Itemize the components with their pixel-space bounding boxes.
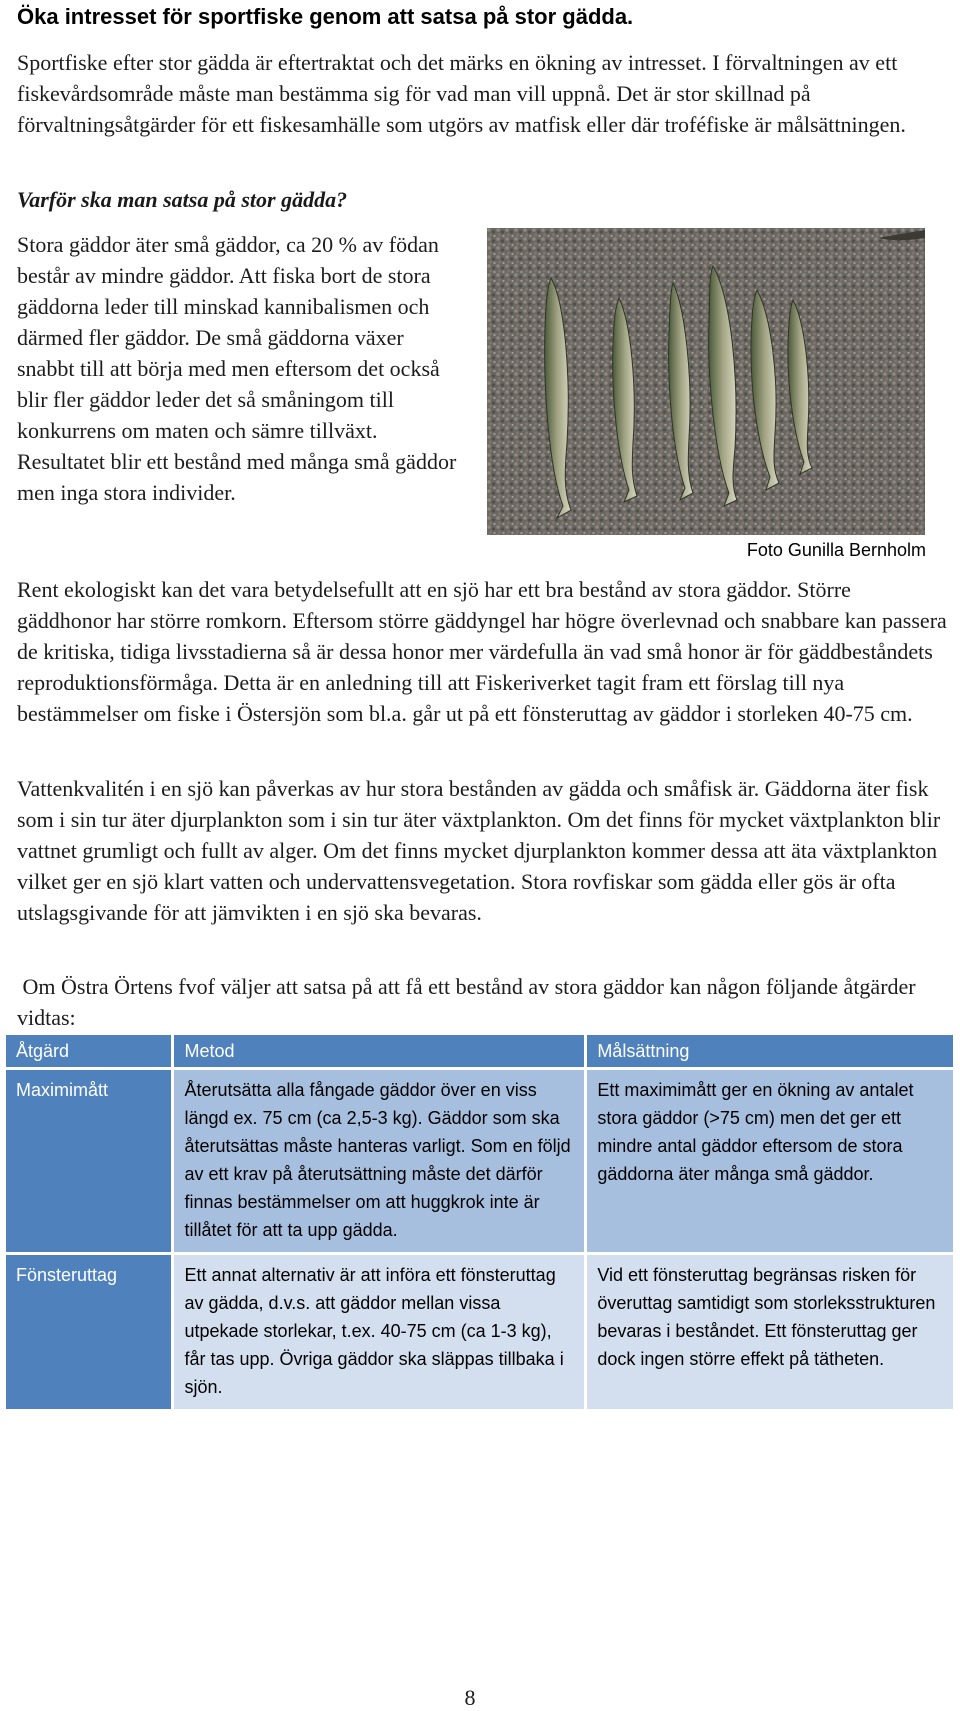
row-method: Återutsätta alla fångade gäddor över en viss längd ex. 75 cm (ca 2,5-3 kg). Gäddor som ska återutsättas måste hanteras varligt. Som en följd av ett krav på återutsättning måste det därför finnas bestämmelser om att huggkrok inte är tillåtet för att ta upp gädda. <box>174 1070 587 1255</box>
row-goal: Ett maximimått ger en ökning av antalet stora gäddor (>75 cm) men det ger ett mindre antal gäddor eftersom de stora gäddorna äter många små gäddor. <box>587 1070 953 1255</box>
table-header-row <box>6 1035 953 1070</box>
row-method: Ett annat alternativ är att införa ett fönsteruttag av gädda, d.v.s. att gäddor mellan vissa utpekade storlekar, t.ex. 40-75 cm (ca 1-3 kg), får tas upp. Övriga gäddor ska släppas tillbaka i sjön. <box>174 1255 587 1412</box>
page-heading: Öka intresset för sportfiske genom att satsa på stor gädda. <box>17 4 634 29</box>
header-goal: Målsättning <box>587 1035 953 1070</box>
photo-caption: Foto Gunilla Bernholm <box>746 540 926 560</box>
page-number: 8 <box>464 1685 476 1710</box>
header-method: Metod <box>174 1035 587 1070</box>
pike-photo <box>487 228 925 535</box>
row-measure: Maximimått <box>6 1070 174 1255</box>
table-row <box>6 1255 953 1412</box>
row-goal: Vid ett fönsteruttag begränsas risken för överuttag samtidigt som storleksstrukturen bevaras i beståndet. Ett fönsteruttag ger dock ingen större effekt på tätheten. <box>587 1255 953 1412</box>
intro-paragraph: Sportfiske efter stor gädda är eftertraktat och det märks en ökning av intresset. I förvaltningen av ett fiskevårdsområde måste man bestämma sig för vad man vill uppnå. Det är stor skillnad på förvaltningsåtgärder för ett fiskesamhälle som utgörs av matfisk eller där troféfiske är målsättningen. <box>17 50 906 137</box>
side-paragraph: Stora gäddor äter små gäddor, ca 20 % av födan består av mindre gäddor. Att fiska bort de stora gäddorna leder till minskad kannibalismen och därmed fler gäddor. De små gäddorna växer snabbt till att börja med men eftersom det också blir fler gäddor leder det så småningom till konkurrens om maten och sämre tillväxt. Resultatet blir ett bestånd med många små gäddor men inga stora individer. <box>17 232 457 505</box>
section-subheading: Varför ska man satsa på stor gädda? <box>17 187 348 212</box>
water-quality-paragraph: Vattenkvalitén i en sjö kan påverkas av hur stora bestånden av gädda och småfisk är. Gäddorna äter fisk som i sin tur äter djurplankton som i sin tur äter växtplankton. Om det finns för mycket växtplankton blir vattnet grumligt och fullt av alger. Om det finns mycket djurplankton kommer dessa att äta växtplankton vilket ger en sjö klart vatten och undervattensvegetation. Stora rovfiskar som gädda eller gös är ofta utslagsgivande för att jämvikten i en sjö ska bevaras. <box>17 776 941 925</box>
ecology-paragraph: Rent ekologiskt kan det vara betydelsefullt att en sjö har ett bra bestånd av stora gäddor. Större gäddhonor har större romkorn. Eftersom större gäddyngel har högre överlevnad och snabbare kan passera de kritiska, tidiga livsstadierna så är dessa honor mer värdefulla än vad små honor är för gäddbeståndets reproduktionsförmåga. Detta är en anledning till att Fiskeriverket tagit fram ett förslag till nya bestämmelser om fiske i Östersjön som bl.a. går ut på ett fönsteruttag av gäddor i storleken 40-75 cm. <box>17 577 947 726</box>
header-measure: Åtgärd <box>6 1035 174 1070</box>
measures-table <box>6 1035 953 1412</box>
table-intro-paragraph: Om Östra Örtens fvof väljer att satsa på att få ett bestånd av stora gäddor kan någon följande åtgärder vidtas: <box>17 974 922 1030</box>
row-measure: Fönsteruttag <box>6 1255 174 1412</box>
pike-photo-icon <box>487 228 925 535</box>
table-row <box>6 1070 953 1255</box>
